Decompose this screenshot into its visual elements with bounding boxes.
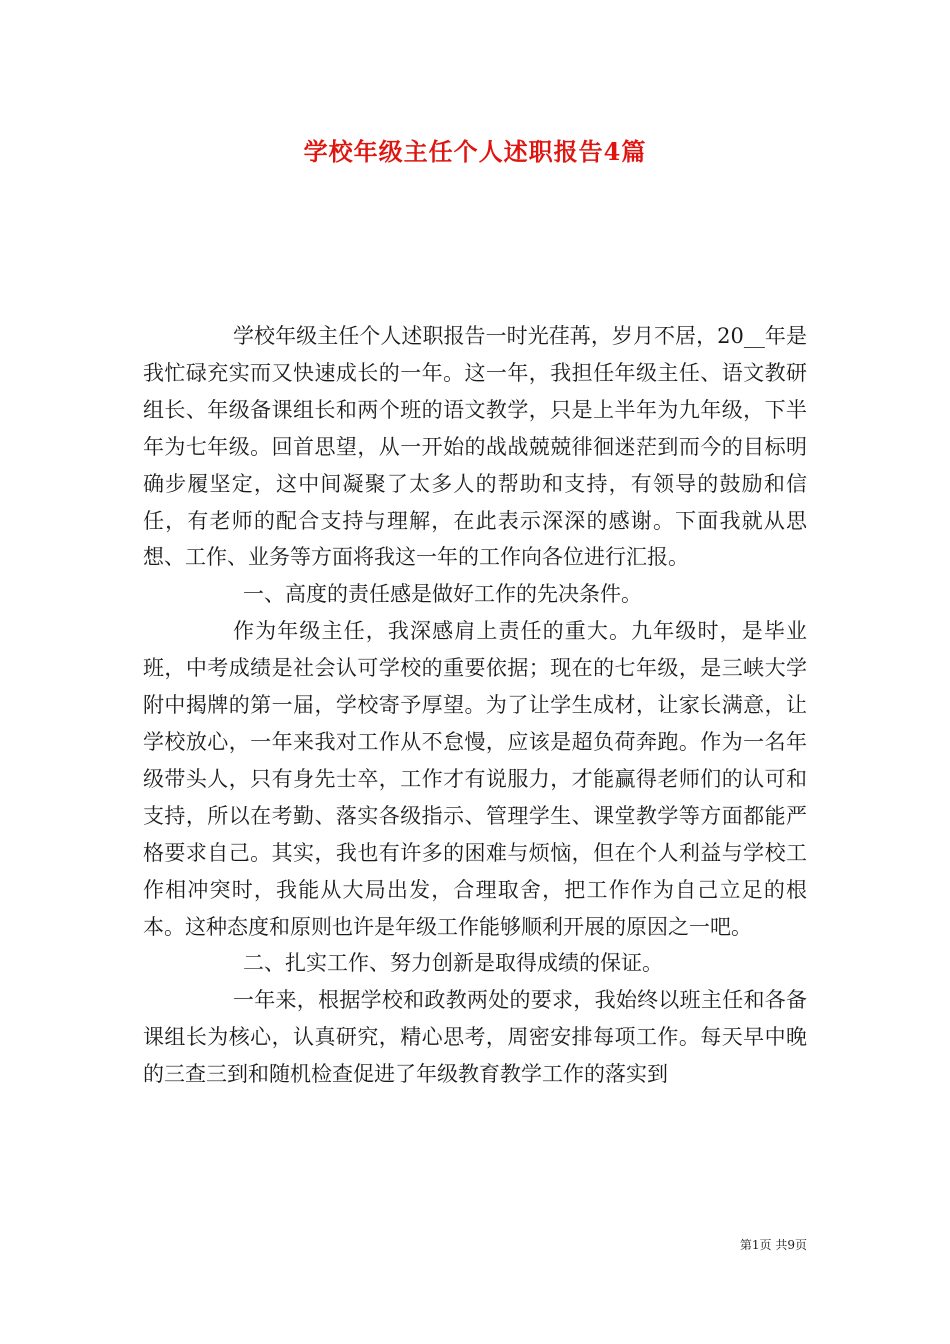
document-title: 学校年级主任个人述职报告4篇 <box>303 137 647 166</box>
page-number: 第1页 共9页 <box>739 1238 807 1252</box>
paragraph-intro: 学校年级主任个人述职报告一时光荏苒，岁月不居，20__年是我忙碌充实而又快速成长的一年。这一年，我担任年级主任、语文教研组长、年级备课组长和两个班的语文教学，只是上半年为九年级，下半年为七年级。回首思望，从一开始的战战兢兢徘徊迷茫到而今的目标明确步履坚定，这中间凝聚了太多人的帮助和支持，有领导的鼓励和信任，有老师的配合支持与理解，在此表示深深的感谢。下面我就从思想、工作、业务等方面将我这一年的工作向各位进行汇报。 <box>143 324 807 570</box>
document-body <box>143 318 807 1093</box>
section-heading-2: 二、扎实工作、努力创新是取得成绩的保证。 <box>243 951 663 976</box>
paragraph-section-2: 一年来，根据学校和政教两处的要求，我始终以班主任和各备课组长为核心，认真研究，精心思考，周密安排每项工作。每天早中晚的三查三到和随机检查促进了年级教育教学工作的落实到 <box>143 988 807 1087</box>
paragraph-section-1: 作为年级主任，我深感肩上责任的重大。九年级时，是毕业班，中考成绩是社会认可学校的重要依据；现在的七年级，是三峡大学附中揭牌的第一届，学校寄予厚望。为了让学生成材，让家长满意，让学校放心，一年来我对工作从不怠慢，应该是超负荷奔跑。作为一名年级带头人，只有身先士卒，工作才有说服力，才能赢得老师们的认可和支持，所以在考勤、落实各级指示、管理学生、课堂教学等方面都能严格要求自己。其实，我也有许多的困难与烦恼，但在个人利益与学校工作相冲突时，我能从大局出发，合理取舍，把工作作为自己立足的根本。这种态度和原则也许是年级工作能够顺利开展的原因之一吧。 <box>143 619 807 939</box>
section-heading-1: 一、高度的责任感是做好工作的先决条件。 <box>243 582 642 607</box>
